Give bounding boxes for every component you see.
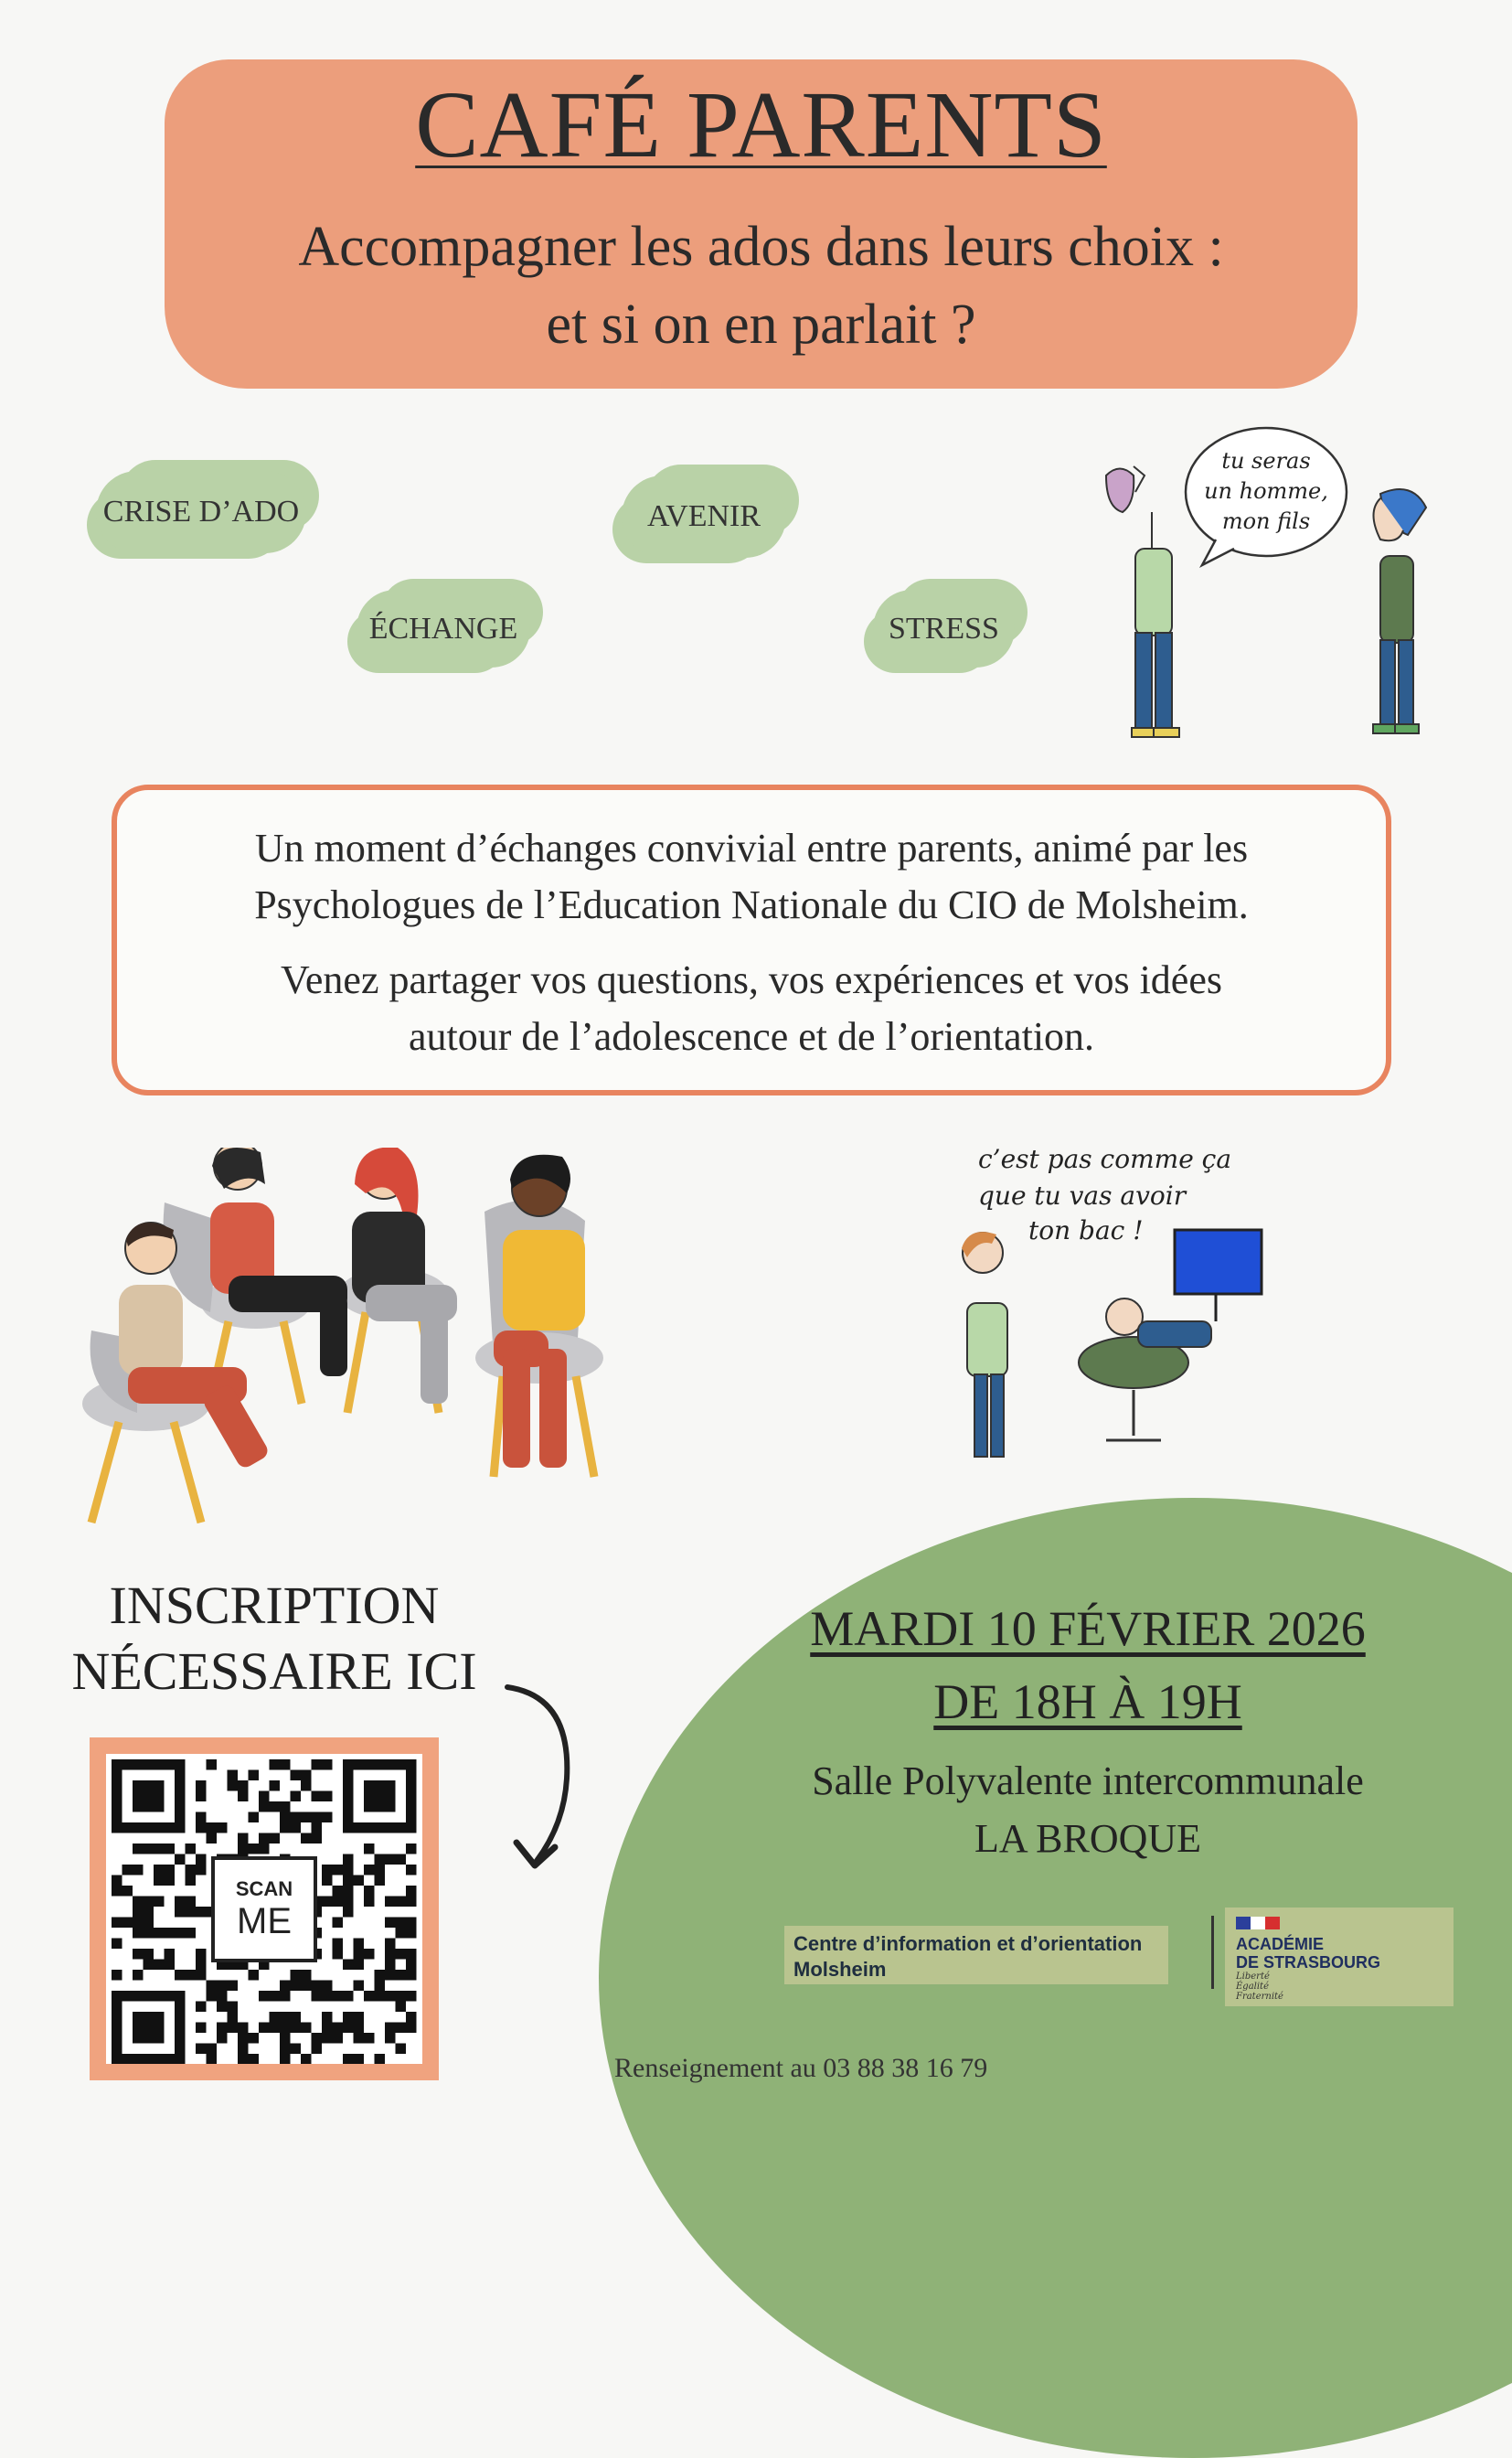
description-line-2: Psychologues de l’Education Nationale du CIO de Molsheim. xyxy=(254,882,1249,927)
cloud-label: ÉCHANGE xyxy=(368,611,518,646)
page-title: CAFÉ PARENTS xyxy=(415,72,1107,177)
description-box xyxy=(112,785,1391,1095)
parent-child-illustration xyxy=(1079,421,1463,759)
scan-me-label xyxy=(211,1856,317,1962)
cloud-crise-ado xyxy=(96,471,306,553)
cio-name: Centre d’information et d’orientation xyxy=(793,1932,1143,1955)
motto-3: Fraternité xyxy=(1236,1992,1283,2002)
event-venue-line-1: Salle Polyvalente intercommunale xyxy=(812,1758,1364,1803)
arrow-icon xyxy=(498,1678,590,1879)
cloud-stress xyxy=(873,590,1015,668)
academie-line-1: ACADÉMIE xyxy=(1236,1935,1325,1953)
description-line-1: Un moment d’échanges convivial entre parents, animé par les xyxy=(254,826,1249,871)
bubble-text-3: mon fils xyxy=(1221,508,1311,534)
motto-2: Égalité xyxy=(1236,1982,1269,1992)
registration-heading xyxy=(37,1573,512,1705)
bubble2-text-1: c’est pas comme ça xyxy=(978,1144,1232,1174)
event-date: MARDI 10 FÉVRIER 2026 xyxy=(810,1601,1366,1656)
bubble2-text-2: que tu vas avoir xyxy=(978,1181,1187,1211)
academie-logo-box xyxy=(1225,1908,1453,2006)
registration-line-2: NÉCESSAIRE ICI xyxy=(71,1641,477,1701)
cio-logo-box xyxy=(784,1926,1168,1984)
cloud-label: AVENIR xyxy=(646,499,761,533)
subtitle-line-1: Accompagner les ados dans leurs choix : xyxy=(298,216,1224,278)
motto-1: Liberté xyxy=(1236,1972,1270,1982)
event-time: DE 18H À 19H xyxy=(933,1674,1242,1729)
bubble-text-1: tu seras xyxy=(1221,448,1311,474)
contact-phone: Renseignement au 03 88 38 16 79 xyxy=(614,2053,988,2083)
event-venue-line-2: LA BROQUE xyxy=(974,1816,1202,1861)
registration-line-1: INSCRIPTION xyxy=(109,1576,440,1635)
french-flag-icon xyxy=(1236,1917,1280,1929)
description-line-3: Venez partager vos questions, vos expériences et vos idées xyxy=(280,957,1222,1002)
academie-line-2: DE STRASBOURG xyxy=(1236,1953,1381,1972)
qr-code-frame[interactable] xyxy=(90,1737,439,2080)
cloud-label: STRESS xyxy=(889,611,999,646)
cloud-label: CRISE D’ADO xyxy=(102,495,300,529)
cloud-echange xyxy=(357,590,530,668)
gaming-teen-illustration xyxy=(942,1138,1326,1468)
me-label: ME xyxy=(237,1900,292,1941)
cloud-avenir xyxy=(622,476,786,558)
description-line-4: autour de l’adolescence et de l’orientation. xyxy=(408,1014,1095,1059)
subtitle-line-2: et si on en parlait ? xyxy=(546,294,976,356)
logo-divider xyxy=(1211,1916,1214,1989)
group-discussion-illustration xyxy=(64,1148,667,1532)
scan-label: SCAN xyxy=(235,1876,293,1900)
cio-city: Molsheim xyxy=(793,1958,887,1981)
qr-code[interactable] xyxy=(106,1754,422,2064)
bubble2-text-3: ton bac ! xyxy=(1028,1215,1144,1245)
header-banner xyxy=(165,59,1358,389)
bubble-text-2: un homme, xyxy=(1204,478,1328,504)
